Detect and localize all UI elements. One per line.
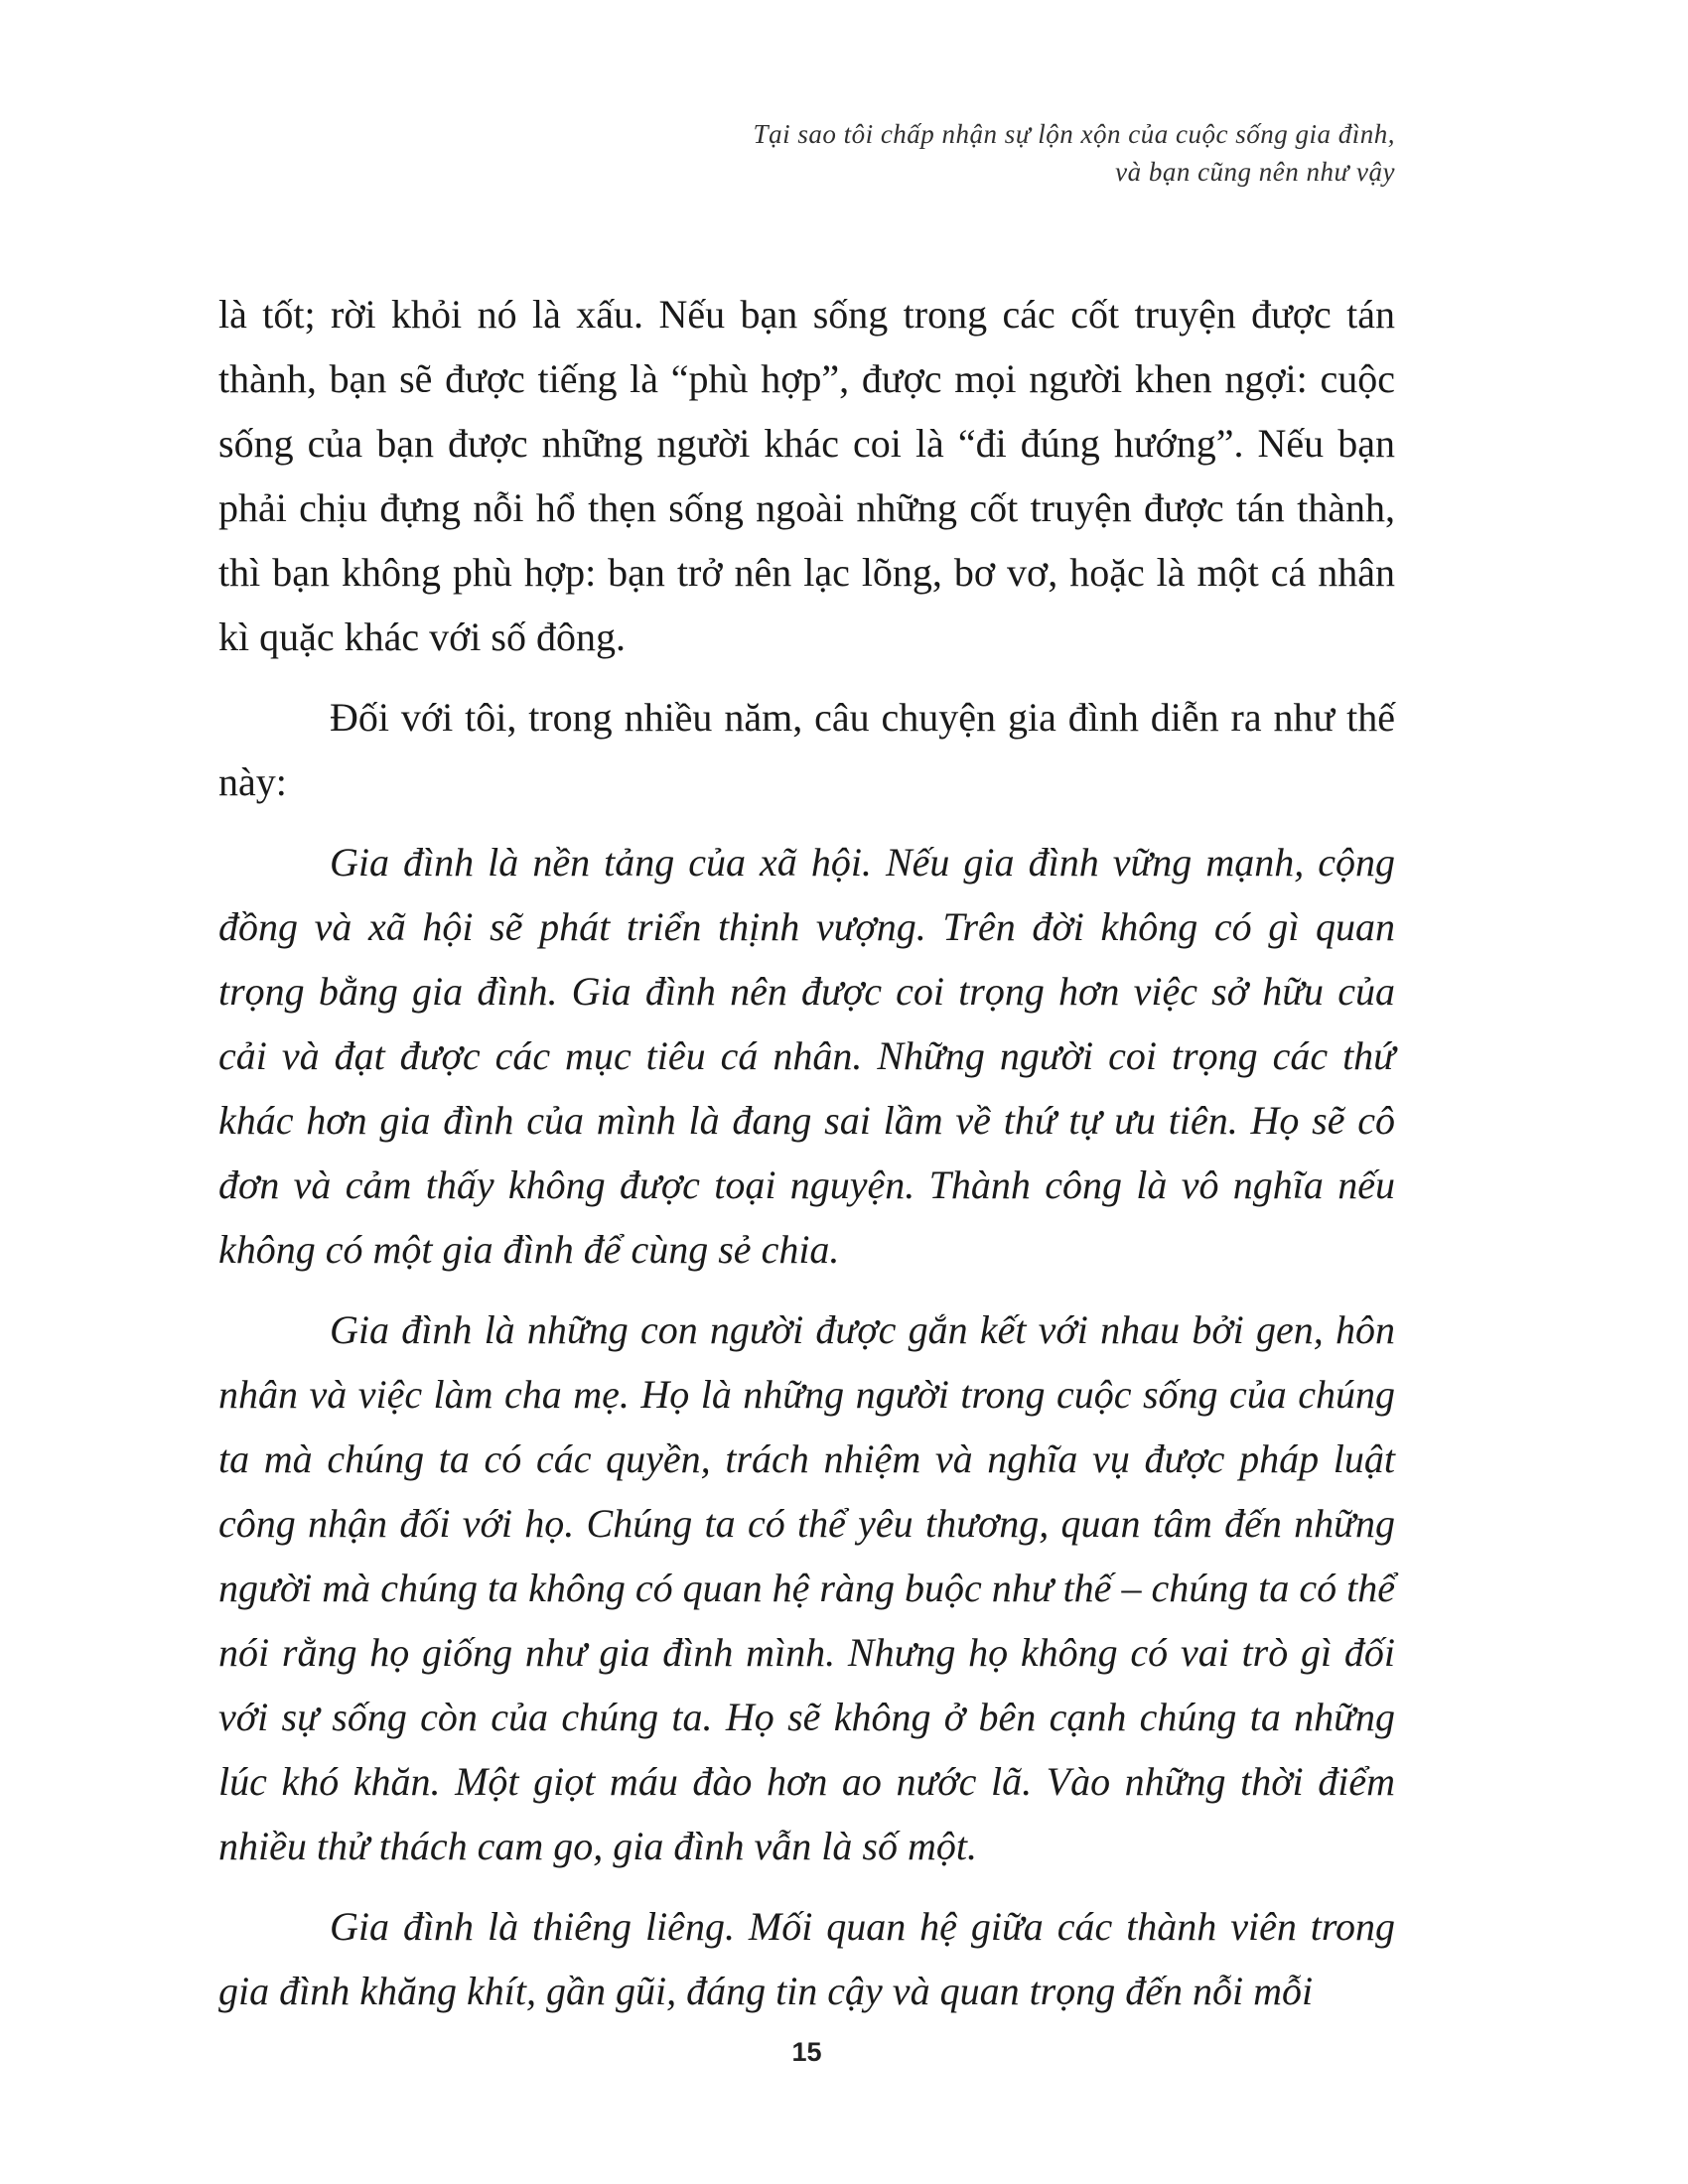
paragraph: Gia đình là những con người được gắn kết với nhau bởi gen, hôn nhân và việc làm cha mẹ. Họ là những người trong cuộc sống của chúng ta mà chúng ta có các quyền, trách nhiệm và nghĩa vụ được pháp luật công nhận đối với họ. Chúng ta có thể yêu thương, quan tâm đến những người mà chúng ta không có quan hệ ràng buộc như thế – chúng ta có thể nói rằng họ giống như gia đình mình. Nhưng họ không có vai trò gì đối với sự sống còn của chúng ta. Họ sẽ không ở bên cạnh chúng ta những lúc khó khăn. Một giọt máu đào hơn ao nước lã. Vào những thời điểm nhiều thử thách cam go, gia đình vẫn là số một.: [218, 1307, 1395, 1868]
page-number: 15: [791, 2037, 822, 2067]
running-header: [218, 115, 1395, 191]
paragraph: Gia đình là nền tảng của xã hội. Nếu gia đình vững mạnh, cộng đồng và xã hội sẽ phát triển thịnh vượng. Trên đời không có gì quan trọng bằng gia đình. Gia đình nên được coi trọng hơn việc sở hữu của cải và đạt được các mục tiêu cá nhân. Những người coi trọng các thứ khác hơn gia đình của mình là đang sai lầm về thứ tự ưu tiên. Họ sẽ cô đơn và cảm thấy không được toại nguyện. Thành công là vô nghĩa nếu không có một gia đình để cùng sẻ chia.: [218, 840, 1395, 1272]
running-header-line-2: và bạn cũng nên như vậy: [1115, 157, 1395, 187]
text-column: [218, 0, 1395, 2023]
paragraph: Gia đình là thiêng liêng. Mối quan hệ giữa các thành viên trong gia đình khăng khít, gần gũi, đáng tin cậy và quan trọng đến nỗi mỗi: [218, 1904, 1395, 2013]
paragraph: Đối với tôi, trong nhiều năm, câu chuyện gia đình diễn ra như thế này:: [218, 695, 1395, 804]
paragraph: là tốt; rời khỏi nó là xấu. Nếu bạn sống trong các cốt truyện được tán thành, bạn sẽ được tiếng là “phù hợp”, được mọi người khen ngợi: cuộc sống của bạn được những người khác coi là “đi đúng hướng”. Nếu bạn phải chịu đựng nỗi hổ thẹn sống ngoài những cốt truyện được tán thành, thì bạn không phù hợp: bạn trở nên lạc lõng, bơ vơ, hoặc là một cá nhân kì quặc khác với số đông.: [218, 292, 1395, 659]
body-text: [218, 282, 1395, 2023]
running-header-line-1: Tại sao tôi chấp nhận sự lộn xộn của cuộc sống gia đình,: [753, 119, 1395, 149]
